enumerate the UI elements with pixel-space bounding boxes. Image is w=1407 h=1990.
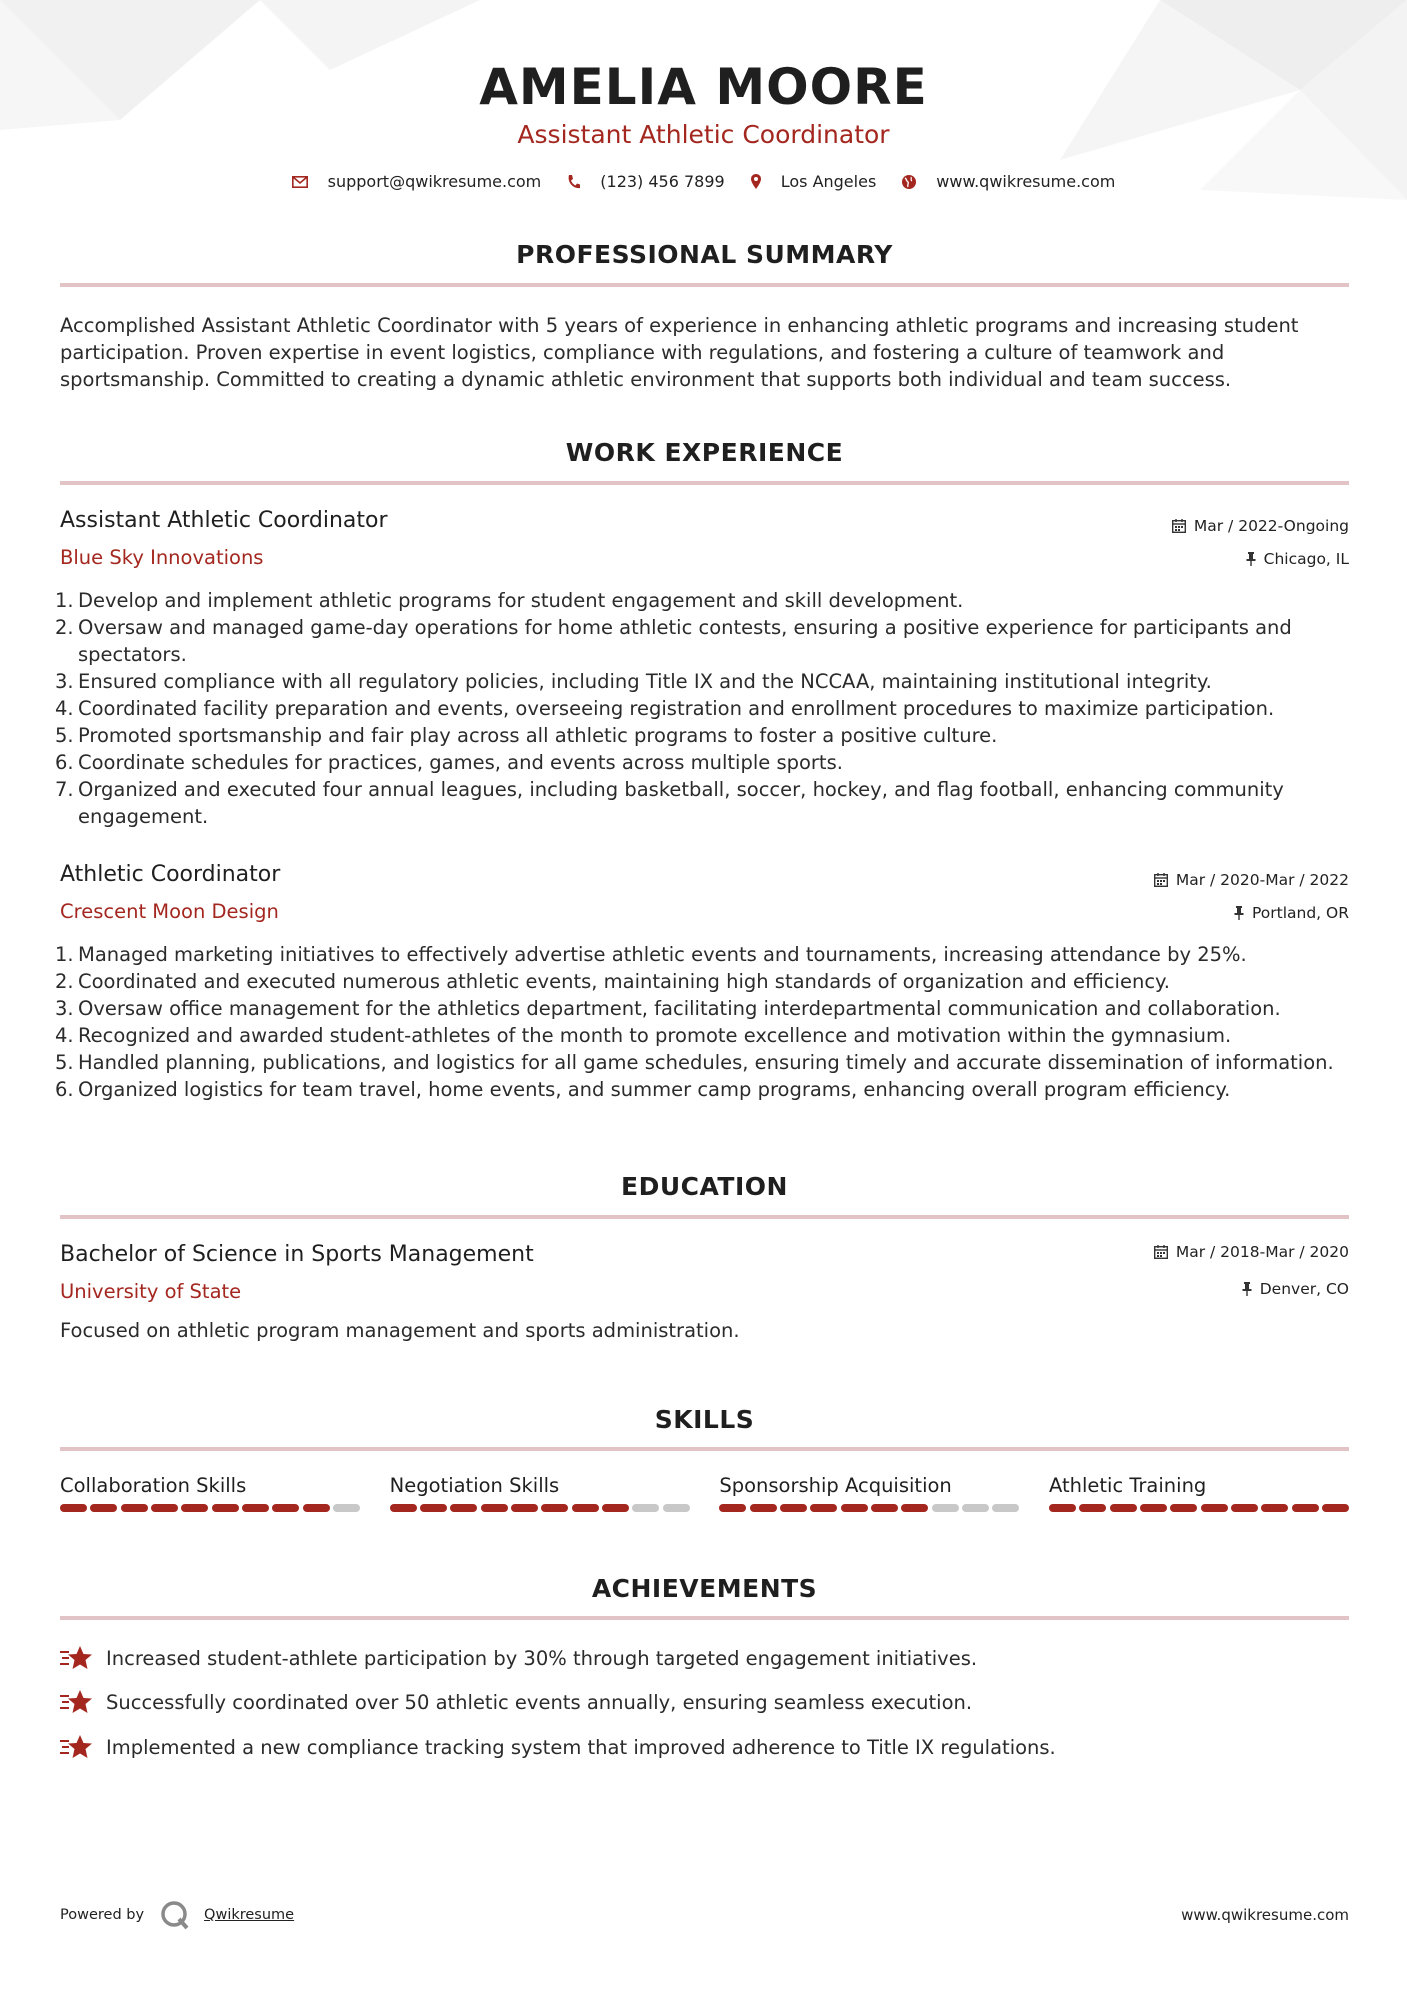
job-duties-list: [55, 587, 1335, 830]
envelope-icon: [292, 176, 308, 188]
skill-item: [719, 1474, 1019, 1512]
job-location-text: Chicago, IL: [1263, 550, 1349, 568]
skill-level-segment: [1170, 1504, 1197, 1512]
job-location-text: Portland, OR: [1251, 904, 1349, 922]
experience-heading: WORK EXPERIENCE: [565, 438, 844, 467]
skill-level-segment: [1261, 1504, 1288, 1512]
skill-level-segment: [750, 1504, 777, 1512]
skill-item: [60, 1474, 360, 1512]
list-item: 2. Oversaw and managed game-day operations for home athletic contests, ensuring a positive experience for participants and spectators.: [55, 616, 1292, 666]
skill-level-segment: [810, 1504, 837, 1512]
candidate-name: AMELIA MOORE: [479, 58, 928, 116]
pushpin-icon: [1246, 552, 1256, 566]
skill-level-segment: [719, 1504, 746, 1512]
achievements-heading: ACHIEVEMENTS: [591, 1574, 818, 1603]
star-icon: [60, 1689, 94, 1715]
list-item: 4. Coordinated facility preparation and events, overseeing registration and enrollment procedures to maximize participation.: [55, 697, 1275, 720]
skill-level-segment: [212, 1504, 239, 1512]
list-item: 3. Oversaw office management for the athletics department, facilitating interdepartmental communication and collaboration.: [55, 997, 1281, 1020]
footer-powered-by: [60, 1900, 294, 1930]
skill-name: Negotiation Skills: [389, 1474, 560, 1497]
pushpin-icon: [1234, 906, 1244, 920]
summary-divider: [60, 283, 1349, 287]
education-description: Focused on athletic program management and sports administration.: [60, 1319, 740, 1342]
skill-level-segment: [303, 1504, 330, 1512]
skill-level-segment: [1049, 1504, 1076, 1512]
summary-text: Accomplished Assistant Athletic Coordinator with 5 years of experience in enhancing athletic programs and increasing student participation. Proven expertise in event logistics, compliance with regulations, and fostering a culture of teamwork and sportsmanship. Committed to creating a dynamic athletic environment that supports both individual and team success.: [60, 314, 1299, 391]
contact-phone[interactable]: [567, 172, 724, 191]
skill-level-bar: [719, 1504, 1019, 1512]
skill-name: Sponsorship Acquisition: [719, 1474, 952, 1497]
skill-item: [390, 1474, 690, 1512]
skill-item: [1049, 1474, 1349, 1512]
skill-level-segment: [1231, 1504, 1258, 1512]
contact-email[interactable]: [292, 172, 542, 191]
skill-level-segment: [572, 1504, 599, 1512]
skills-heading: SKILLS: [654, 1405, 755, 1434]
job-company: Blue Sky Innovations: [60, 546, 264, 569]
skill-level-segment: [1292, 1504, 1319, 1512]
job-company: Crescent Moon Design: [60, 900, 279, 923]
education-location-text: Denver, CO: [1259, 1280, 1349, 1298]
skill-level-segment: [181, 1504, 208, 1512]
skill-level-segment: [390, 1504, 417, 1512]
job-location: [1246, 550, 1349, 568]
education-divider: [60, 1215, 1349, 1219]
skill-level-segment: [1140, 1504, 1167, 1512]
achievement-item: [60, 1734, 1056, 1760]
skill-level-segment: [541, 1504, 568, 1512]
job-location: [1234, 904, 1349, 922]
skill-level-segment: [632, 1504, 659, 1512]
skill-level-segment: [1079, 1504, 1106, 1512]
contact-website[interactable]: [902, 172, 1115, 191]
skill-level-bar: [60, 1504, 360, 1512]
skill-level-segment: [481, 1504, 508, 1512]
education-heading: EDUCATION: [621, 1172, 788, 1201]
location-text: Los Angeles: [780, 172, 877, 191]
star-icon: [60, 1645, 94, 1671]
brand-link[interactable]: Qwikresume: [204, 1907, 295, 1923]
skills-divider: [60, 1447, 1349, 1451]
star-icon: [60, 1734, 94, 1760]
school-name: University of State: [60, 1280, 242, 1303]
skill-level-segment: [992, 1504, 1019, 1512]
list-item: 2. Coordinated and executed numerous athletic events, maintaining high standards of organization and efficiency.: [55, 970, 1170, 993]
list-item: 1. Develop and implement athletic programs for student engagement and skill development.: [55, 589, 964, 612]
skill-name: Athletic Training: [1048, 1474, 1207, 1497]
achievement-item: [60, 1645, 977, 1671]
achievement-item: [60, 1689, 972, 1715]
calendar-icon: [1154, 1245, 1168, 1259]
calendar-icon: [1154, 873, 1168, 887]
job-title: Athletic Coordinator: [60, 862, 281, 887]
skill-level-segment: [663, 1504, 690, 1512]
globe-icon: [902, 175, 916, 189]
education-dates-text: Mar / 2018-Mar / 2020: [1175, 1243, 1349, 1261]
skills-grid: [60, 1474, 1349, 1512]
achievement-text: Increased student-athlete participation by 30% through targeted engagement initiatives.: [106, 1646, 978, 1670]
list-item: 1. Managed marketing initiatives to effectively advertise athletic events and tournaments, increasing attendance by 25%.: [55, 943, 1247, 966]
education-dates: [1154, 1243, 1349, 1261]
education-location: [1242, 1280, 1349, 1298]
skill-level-segment: [780, 1504, 807, 1512]
pushpin-icon: [1242, 1282, 1252, 1296]
phone-icon: [567, 175, 580, 189]
skill-level-segment: [60, 1504, 87, 1512]
job-duties-list: [55, 941, 1335, 1103]
experience-divider: [60, 481, 1349, 485]
job-dates-text: Mar / 2020-Mar / 2022: [1175, 871, 1349, 889]
skill-level-bar: [1049, 1504, 1349, 1512]
skill-level-bar: [390, 1504, 690, 1512]
degree-title: Bachelor of Science in Sports Management: [60, 1242, 534, 1267]
map-pin-icon: [751, 174, 761, 189]
summary-heading: PROFESSIONAL SUMMARY: [516, 240, 893, 269]
skill-name: Collaboration Skills: [60, 1474, 247, 1497]
skill-level-segment: [90, 1504, 117, 1512]
powered-by-label: Powered by: [60, 1907, 145, 1923]
list-item: 3. Ensured compliance with all regulatory policies, including Title IX and the NCCAA, maintaining institutional integrity.: [55, 670, 1212, 693]
skill-level-segment: [511, 1504, 538, 1512]
list-item: 7. Organized and executed four annual leagues, including basketball, soccer, hockey, and flag football, enhancing community engagement.: [55, 778, 1284, 828]
skill-level-segment: [121, 1504, 148, 1512]
email-text: support@qwikresume.com: [327, 172, 542, 191]
calendar-icon: [1172, 519, 1186, 533]
qwikresume-logo-icon: [160, 1900, 190, 1930]
skill-level-segment: [151, 1504, 178, 1512]
skill-level-segment: [1201, 1504, 1228, 1512]
skill-level-segment: [1322, 1504, 1349, 1512]
skill-level-segment: [932, 1504, 959, 1512]
job-title: Assistant Athletic Coordinator: [60, 508, 388, 533]
skill-level-segment: [420, 1504, 447, 1512]
footer-website[interactable]: www.qwikresume.com: [1181, 1906, 1349, 1924]
skill-level-segment: [602, 1504, 629, 1512]
contact-bar: [0, 172, 1407, 191]
skill-level-segment: [901, 1504, 928, 1512]
skill-level-segment: [450, 1504, 477, 1512]
skill-level-segment: [962, 1504, 989, 1512]
website-text: www.qwikresume.com: [936, 172, 1116, 191]
skill-level-segment: [242, 1504, 269, 1512]
candidate-title: Assistant Athletic Coordinator: [517, 120, 890, 149]
skill-level-segment: [272, 1504, 299, 1512]
achievement-text: Successfully coordinated over 50 athletic events annually, ensuring seamless execution.: [106, 1690, 973, 1714]
job-dates-text: Mar / 2022-Ongoing: [1193, 517, 1349, 535]
skill-level-segment: [871, 1504, 898, 1512]
achievements-divider: [60, 1616, 1349, 1620]
job-dates: [1172, 517, 1349, 535]
skill-level-segment: [841, 1504, 868, 1512]
skill-level-segment: [1110, 1504, 1137, 1512]
list-item: 5. Promoted sportsmanship and fair play across all athletic programs to foster a positive culture.: [55, 724, 998, 747]
list-item: 6. Organized logistics for team travel, home events, and summer camp programs, enhancing overall program efficiency.: [55, 1078, 1231, 1101]
achievement-text: Implemented a new compliance tracking system that improved adherence to Title IX regulations.: [106, 1735, 1056, 1759]
skill-level-segment: [333, 1504, 360, 1512]
phone-text: (123) 456 7899: [600, 172, 725, 191]
list-item: 5. Handled planning, publications, and logistics for all game schedules, ensuring timely and accurate dissemination of information.: [55, 1051, 1334, 1074]
contact-location: [751, 172, 877, 191]
list-item: 6. Coordinate schedules for practices, games, and events across multiple sports.: [55, 751, 843, 774]
list-item: 4. Recognized and awarded student-athletes of the month to promote excellence and motivation within the gymnasium.: [55, 1024, 1232, 1047]
job-dates: [1154, 871, 1349, 889]
